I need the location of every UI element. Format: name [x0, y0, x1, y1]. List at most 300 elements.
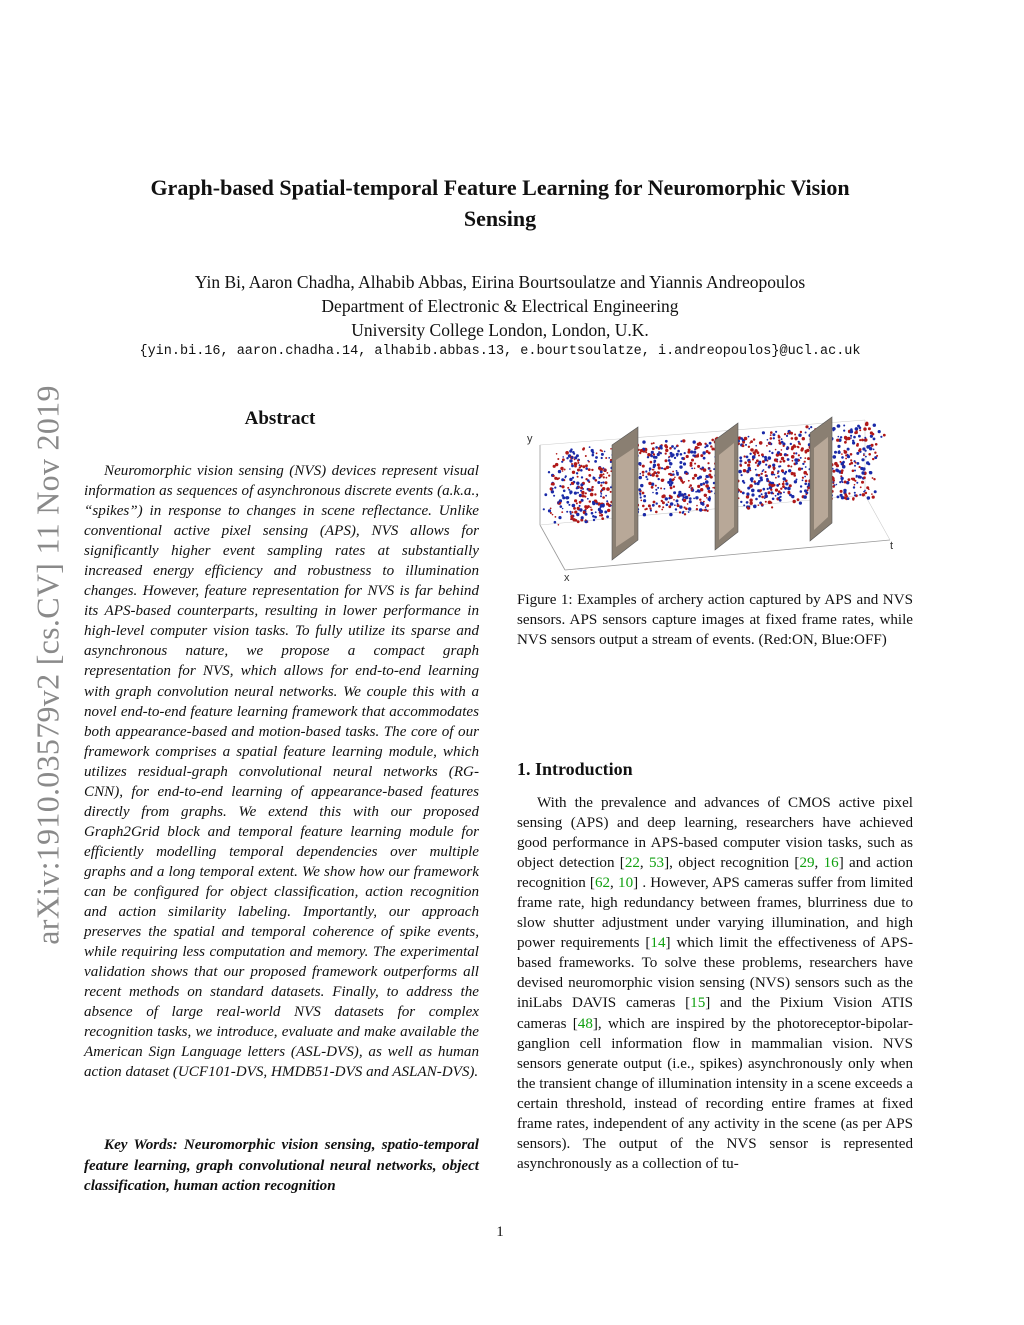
event-dot	[574, 465, 577, 468]
event-dot	[705, 480, 709, 484]
event-dot	[749, 499, 752, 502]
event-dot	[802, 463, 804, 465]
event-dot	[658, 505, 661, 508]
event-dot	[699, 476, 702, 479]
event-dot	[685, 473, 687, 475]
event-dot	[598, 508, 601, 511]
event-dot	[566, 501, 569, 504]
event-dot	[708, 497, 711, 500]
event-dot	[834, 451, 837, 454]
event-dot	[603, 473, 605, 475]
event-dot	[675, 508, 677, 510]
event-dot	[840, 436, 842, 438]
event-dot	[862, 481, 864, 483]
event-dot	[692, 477, 695, 480]
event-dot	[670, 502, 674, 506]
event-dot	[794, 458, 798, 462]
event-dot	[769, 442, 771, 444]
event-dot	[679, 461, 682, 464]
event-dot	[853, 436, 856, 439]
event-dot	[750, 502, 753, 505]
event-dot	[569, 459, 572, 462]
event-dot	[834, 462, 838, 466]
event-dot	[640, 449, 643, 452]
event-dot	[789, 431, 791, 433]
event-dot	[804, 489, 807, 492]
event-dot	[638, 488, 641, 491]
event-dot	[660, 487, 662, 489]
event-dot	[707, 462, 709, 464]
event-dot	[602, 504, 605, 507]
event-dot	[738, 489, 740, 491]
axis-label-x: x	[564, 572, 570, 584]
event-dot	[591, 512, 594, 515]
event-dot	[679, 511, 681, 513]
citation-link[interactable]: 22	[624, 855, 640, 872]
event-dot	[573, 507, 576, 510]
citation-link[interactable]: 10	[618, 875, 634, 892]
event-dot	[868, 427, 871, 430]
event-dot	[852, 441, 855, 444]
event-dot	[696, 508, 698, 510]
event-dot	[600, 471, 603, 474]
event-dot	[872, 458, 874, 460]
event-dot	[739, 456, 742, 459]
event-dot	[588, 468, 591, 471]
event-dot	[761, 473, 763, 475]
event-dot	[746, 495, 749, 498]
event-dot	[763, 488, 766, 491]
event-dot	[770, 489, 772, 491]
event-dot	[803, 495, 807, 499]
event-dot	[610, 505, 612, 507]
event-dot	[670, 474, 672, 476]
event-dot	[805, 466, 807, 468]
event-dot	[798, 434, 801, 437]
event-dot	[848, 492, 850, 494]
event-dot	[832, 485, 835, 488]
event-dot	[681, 457, 684, 460]
event-dot	[704, 446, 706, 448]
event-dot	[579, 505, 581, 507]
event-dot	[695, 446, 698, 449]
event-dot	[859, 439, 861, 441]
event-dot	[594, 493, 596, 495]
aps-frame-1	[612, 427, 638, 560]
event-dot	[762, 431, 765, 434]
event-dot	[561, 511, 563, 513]
event-dot	[690, 464, 693, 467]
event-dot	[650, 461, 653, 464]
event-dot	[758, 455, 760, 457]
event-dot	[705, 475, 708, 478]
event-dot	[806, 493, 808, 495]
event-dot	[832, 470, 835, 473]
event-dot	[854, 470, 856, 472]
event-dot	[610, 491, 612, 493]
event-dot	[859, 429, 861, 431]
event-dot	[544, 493, 547, 496]
event-dot	[577, 476, 579, 478]
event-dot	[850, 462, 853, 465]
event-dot	[872, 496, 875, 499]
event-dot	[645, 451, 647, 453]
event-dot	[648, 504, 651, 507]
event-dot	[566, 457, 568, 459]
event-dot	[574, 492, 577, 495]
event-dot	[856, 482, 858, 484]
event-dot	[600, 493, 602, 495]
event-dot	[579, 494, 582, 497]
event-dot	[588, 488, 591, 491]
event-dot	[552, 514, 554, 516]
event-dot	[555, 463, 558, 466]
event-dot	[746, 492, 749, 495]
event-dot	[590, 493, 594, 497]
event-dot	[859, 466, 861, 468]
event-dot	[869, 445, 871, 447]
event-dot	[688, 494, 690, 496]
event-dot	[800, 449, 803, 452]
event-dot	[606, 477, 608, 479]
event-dot	[665, 449, 668, 452]
event-dot	[673, 486, 675, 488]
event-dot	[743, 504, 745, 506]
event-dot	[764, 492, 767, 495]
event-dot	[652, 492, 654, 494]
event-dot	[781, 457, 784, 460]
event-dot	[802, 479, 804, 481]
event-dot	[765, 495, 768, 498]
citation-link[interactable]: 16	[823, 855, 839, 872]
event-dot	[798, 454, 800, 456]
event-dot	[777, 493, 780, 496]
event-dot	[706, 504, 709, 507]
event-dot	[836, 484, 838, 486]
event-dot	[558, 516, 561, 519]
event-dot	[832, 427, 836, 431]
event-dot	[692, 454, 694, 456]
event-dot	[569, 468, 571, 470]
event-dot	[579, 501, 582, 504]
event-dot	[791, 495, 794, 498]
event-dot	[800, 485, 802, 487]
event-dot	[740, 437, 743, 440]
event-dot	[700, 488, 703, 491]
event-dot	[783, 491, 785, 493]
event-dot	[845, 458, 847, 460]
event-dot	[554, 477, 557, 480]
event-dot	[841, 496, 844, 499]
event-dot	[843, 430, 845, 432]
event-dot	[591, 469, 593, 471]
event-dot	[773, 437, 775, 439]
event-dot	[670, 487, 673, 490]
event-dot	[874, 490, 877, 493]
event-dot	[709, 442, 712, 445]
event-dot	[764, 458, 767, 461]
event-dot	[691, 487, 693, 489]
intro-text: ], which are inspired by the photoreceptor-bipolar-ganglion cell information flow in mammalian vision. NVS sensors generate output (i.e., spikes) asynchronously only when the transient change of illumination intensity in a scene exceeds a certain threshold, instead of recording entire frames at fixed frame rates, independent of any activity in the scene (as per APS sensors). The output of the NVS sensor is represented asynchronously as a collection of tu-	[517, 1015, 913, 1172]
event-dot	[552, 475, 554, 477]
event-dot	[740, 501, 742, 503]
event-dot	[591, 449, 594, 452]
event-dot	[684, 452, 686, 454]
event-dot	[863, 453, 865, 455]
event-dot	[701, 468, 703, 470]
event-dot	[748, 467, 751, 470]
event-dot	[757, 451, 760, 454]
event-dot	[805, 425, 808, 428]
event-dot	[640, 484, 643, 487]
event-dot	[653, 460, 656, 463]
event-dot	[779, 461, 781, 463]
event-dot	[840, 490, 843, 493]
event-dot	[691, 489, 693, 491]
event-dot	[585, 519, 587, 521]
event-dot	[761, 503, 764, 506]
event-dot	[565, 451, 569, 455]
event-dot	[658, 478, 660, 480]
event-dot	[640, 496, 642, 498]
event-dot	[844, 481, 847, 484]
event-dot	[841, 453, 843, 455]
event-dot	[843, 425, 845, 427]
separator: ,	[610, 875, 619, 892]
event-dot	[757, 489, 760, 492]
citation-link[interactable]: 15	[690, 995, 706, 1012]
introduction	[517, 793, 913, 1174]
event-dot	[874, 452, 876, 454]
event-dot	[572, 477, 574, 479]
event-dot	[748, 446, 750, 448]
event-dot	[853, 486, 855, 488]
event-dot	[594, 460, 597, 463]
event-dot	[792, 460, 794, 462]
event-dot	[873, 449, 875, 451]
event-dot	[850, 459, 852, 461]
event-dot	[762, 496, 764, 498]
event-dot	[703, 468, 707, 472]
event-dot	[797, 498, 800, 501]
event-dot	[597, 481, 600, 484]
event-dot	[671, 445, 674, 448]
event-dot	[569, 490, 572, 493]
event-dot	[854, 431, 857, 434]
event-dot	[571, 456, 574, 459]
event-dot	[691, 459, 694, 462]
event-dot	[639, 476, 642, 479]
event-dot	[845, 454, 847, 456]
event-dot	[791, 455, 795, 459]
event-dot	[669, 483, 672, 486]
event-dot	[739, 438, 741, 440]
event-dot	[653, 469, 655, 471]
event-dot	[768, 456, 772, 460]
event-dot	[781, 469, 784, 472]
event-dot	[840, 477, 843, 480]
event-dot	[693, 498, 695, 500]
citation-link[interactable]: 62	[594, 875, 611, 892]
event-dot	[669, 447, 672, 450]
event-dot	[572, 504, 576, 508]
intro-text: ] which limit the effectiveness of APS-based frameworks. To solve these problems, researchers have devised neuromorphic vision sensing (NVS) sensors such as the iniLabs DAVIS cameras [	[517, 935, 913, 1012]
event-dot	[771, 506, 773, 508]
event-dot	[798, 442, 801, 445]
event-dots	[543, 422, 886, 526]
event-dot	[775, 431, 777, 433]
event-dot	[595, 456, 598, 459]
event-dot	[579, 466, 581, 468]
event-dot	[668, 497, 670, 499]
event-dot	[662, 501, 665, 504]
event-dot	[772, 498, 775, 501]
event-dot	[767, 488, 769, 490]
event-dot	[592, 454, 595, 457]
event-dot	[766, 475, 768, 477]
event-dot	[841, 480, 843, 482]
event-dot	[697, 443, 700, 446]
event-dot	[589, 446, 591, 448]
event-dot	[648, 482, 651, 485]
event-dot	[711, 439, 714, 442]
event-dot	[555, 516, 557, 518]
event-dot	[747, 464, 750, 467]
event-dot	[847, 437, 850, 440]
event-dot	[841, 456, 844, 459]
event-dot	[783, 481, 785, 483]
event-dot	[868, 453, 871, 456]
event-dot	[605, 495, 607, 497]
event-dot	[782, 485, 785, 488]
event-dot	[673, 491, 676, 494]
event-dot	[604, 451, 606, 453]
event-dot	[802, 477, 804, 479]
event-dot	[576, 482, 579, 485]
event-dot	[585, 455, 587, 457]
event-dot	[761, 453, 764, 456]
event-dot	[700, 502, 703, 505]
event-dot	[787, 433, 789, 435]
event-dot	[802, 437, 805, 440]
event-dot	[785, 455, 787, 457]
event-dot	[786, 448, 789, 451]
event-dot	[740, 464, 743, 467]
event-dot	[758, 461, 761, 464]
event-dot	[595, 501, 597, 503]
event-dot	[840, 461, 842, 463]
event-dot	[742, 492, 745, 495]
citation-link[interactable]: 48	[577, 1015, 593, 1032]
event-dot	[680, 453, 683, 456]
event-dot	[878, 430, 881, 433]
event-dot	[800, 431, 802, 433]
event-dot	[704, 494, 707, 497]
event-dot	[854, 494, 856, 496]
event-dot	[657, 471, 659, 473]
citation-link[interactable]: 29	[799, 855, 815, 872]
event-dot	[778, 439, 780, 441]
event-dot	[769, 450, 771, 452]
event-dot	[837, 424, 841, 428]
event-dot	[669, 462, 671, 464]
event-dot	[703, 501, 705, 503]
event-dot	[873, 478, 875, 480]
abstract	[84, 461, 479, 1082]
event-dot	[608, 457, 610, 459]
event-dot	[668, 459, 671, 462]
event-dot	[876, 455, 878, 457]
event-dot	[708, 467, 710, 469]
event-dot	[603, 476, 605, 478]
event-dot	[562, 456, 564, 458]
event-dot	[694, 463, 696, 465]
event-dot	[688, 480, 690, 482]
event-dot	[873, 438, 876, 441]
event-dot	[696, 454, 699, 457]
event-dot	[668, 501, 670, 503]
event-dot	[808, 428, 810, 430]
event-dot	[785, 471, 787, 473]
figure-1-caption: Figure 1: Examples of archery action captured by APS and NVS sensors. APS sensors capture images at fixed frame rates, while NVS sensors output a stream of events. (Red:ON, Blue:OFF)	[517, 592, 913, 648]
event-dot	[652, 447, 655, 450]
event-dot	[607, 472, 609, 474]
event-dot	[779, 496, 781, 498]
event-dot	[758, 504, 760, 506]
event-dot	[697, 465, 700, 468]
event-dot	[869, 471, 872, 474]
event-dot	[865, 456, 867, 458]
event-dot	[844, 493, 847, 496]
event-dot	[856, 475, 858, 477]
event-dot	[702, 509, 704, 511]
separator: ,	[639, 855, 649, 872]
event-dot	[582, 494, 585, 497]
event-dot	[791, 437, 794, 440]
event-dot	[781, 438, 783, 440]
event-dot	[778, 465, 780, 467]
citation-link[interactable]: 53	[649, 855, 665, 872]
title-line-2: Sensing	[463, 206, 537, 231]
event-dot	[576, 513, 579, 516]
event-dot	[764, 471, 766, 473]
event-dot	[684, 506, 686, 508]
event-dot	[574, 456, 577, 459]
event-dot	[657, 453, 660, 456]
event-dot	[676, 455, 678, 457]
event-dot	[778, 490, 781, 493]
event-dot	[748, 461, 751, 464]
event-dot	[573, 453, 575, 455]
event-dot	[758, 480, 761, 483]
event-dot	[657, 487, 659, 489]
event-dot	[699, 499, 701, 501]
event-dot	[753, 505, 757, 509]
event-dot	[577, 492, 579, 494]
intro-text: ], object recognition [	[664, 855, 800, 872]
event-dot	[787, 487, 791, 491]
citation-link[interactable]: 14	[650, 935, 666, 952]
event-dot	[742, 444, 745, 447]
event-dot	[650, 474, 652, 476]
event-dot	[845, 452, 847, 454]
separator: ,	[814, 855, 824, 872]
event-dot	[664, 488, 666, 490]
event-dot	[604, 469, 606, 471]
event-dot	[755, 445, 757, 447]
event-dot	[847, 448, 850, 451]
event-dot	[642, 471, 645, 474]
